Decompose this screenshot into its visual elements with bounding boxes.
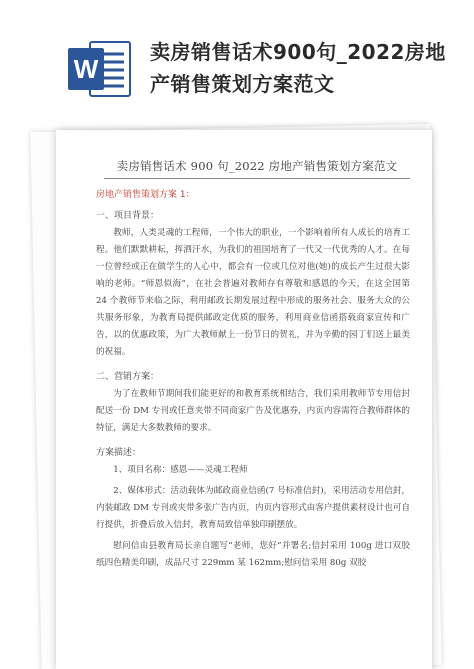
paragraph: 教师，人类灵魂的工程师，一个伟大的职业，一个影响着所有人成长的培育工程。他们默默耕耘，挥洒汗水，为我们的祖国培育了一代又一代优秀的人才。在每一位曾经或正在做学生的人心中，都会有一位或几位对他(她)的成长产生过很大影响的老师。“师恩似海”，在社会普遍对教师存有尊敬和感恩的今天，在这全国第 24 个教师节来临之际，利用邮政长期发展过程中形成的服务社会、服务大众的公共服务形象，为教育局提供邮政定优质的服务，利用商业信函搭载商家宣传和广告，以的优惠政策，为广大教师献上一份节日的贺礼，并为辛勤的园丁们送上最美的祝福。 xyxy=(96,228,410,357)
word-logo-letter: W xyxy=(73,54,99,84)
paragraph: 2、媒体形式：活动载体为邮政商业信函(7 号标准信封)，采用活动专用信封，内装邮政 DM 专刊或夹带多张广告内页，内页内容形式由客户提供素材设计也可自行提供，折叠后放入信封，教育局致信单独印刷摆放。 xyxy=(96,486,410,530)
paragraph: 慰问信由县教育局长亲自题写“老师，您好”并署名;信封采用 100g 进口双胶纸四色精美印刷，成品尺寸 229mm 某 162mm;慰问信采用 80g 双胶 xyxy=(96,541,410,568)
section-heading: 方案描述： xyxy=(96,448,142,458)
section-heading: 一、项目背景： xyxy=(96,211,160,221)
paragraph: 1、项目名称：感恩——灵魂工程师 xyxy=(113,465,248,475)
section-heading: 二、营销方案： xyxy=(96,372,160,382)
header xyxy=(0,0,474,118)
document-page xyxy=(56,130,432,669)
word-document-icon xyxy=(66,40,132,98)
document-title: 卖房销售话术 900 句_2022 房地产销售策划方案范文 xyxy=(104,158,410,179)
page-title: 卖房销售话术900句_2022房地产销售策划方案范文 xyxy=(150,40,446,96)
document-subtitle: 房地产销售策划方案 1： xyxy=(96,190,195,200)
paragraph: 为了在教师节期间我们能更好的和教育系统相结合，我们采用教师节专用信封配送一份 DM 专刊或任意夹带不同商家广告及优惠券，内页内容需符合教师群体的特征，满足大多数教师的要求。 xyxy=(96,389,410,433)
